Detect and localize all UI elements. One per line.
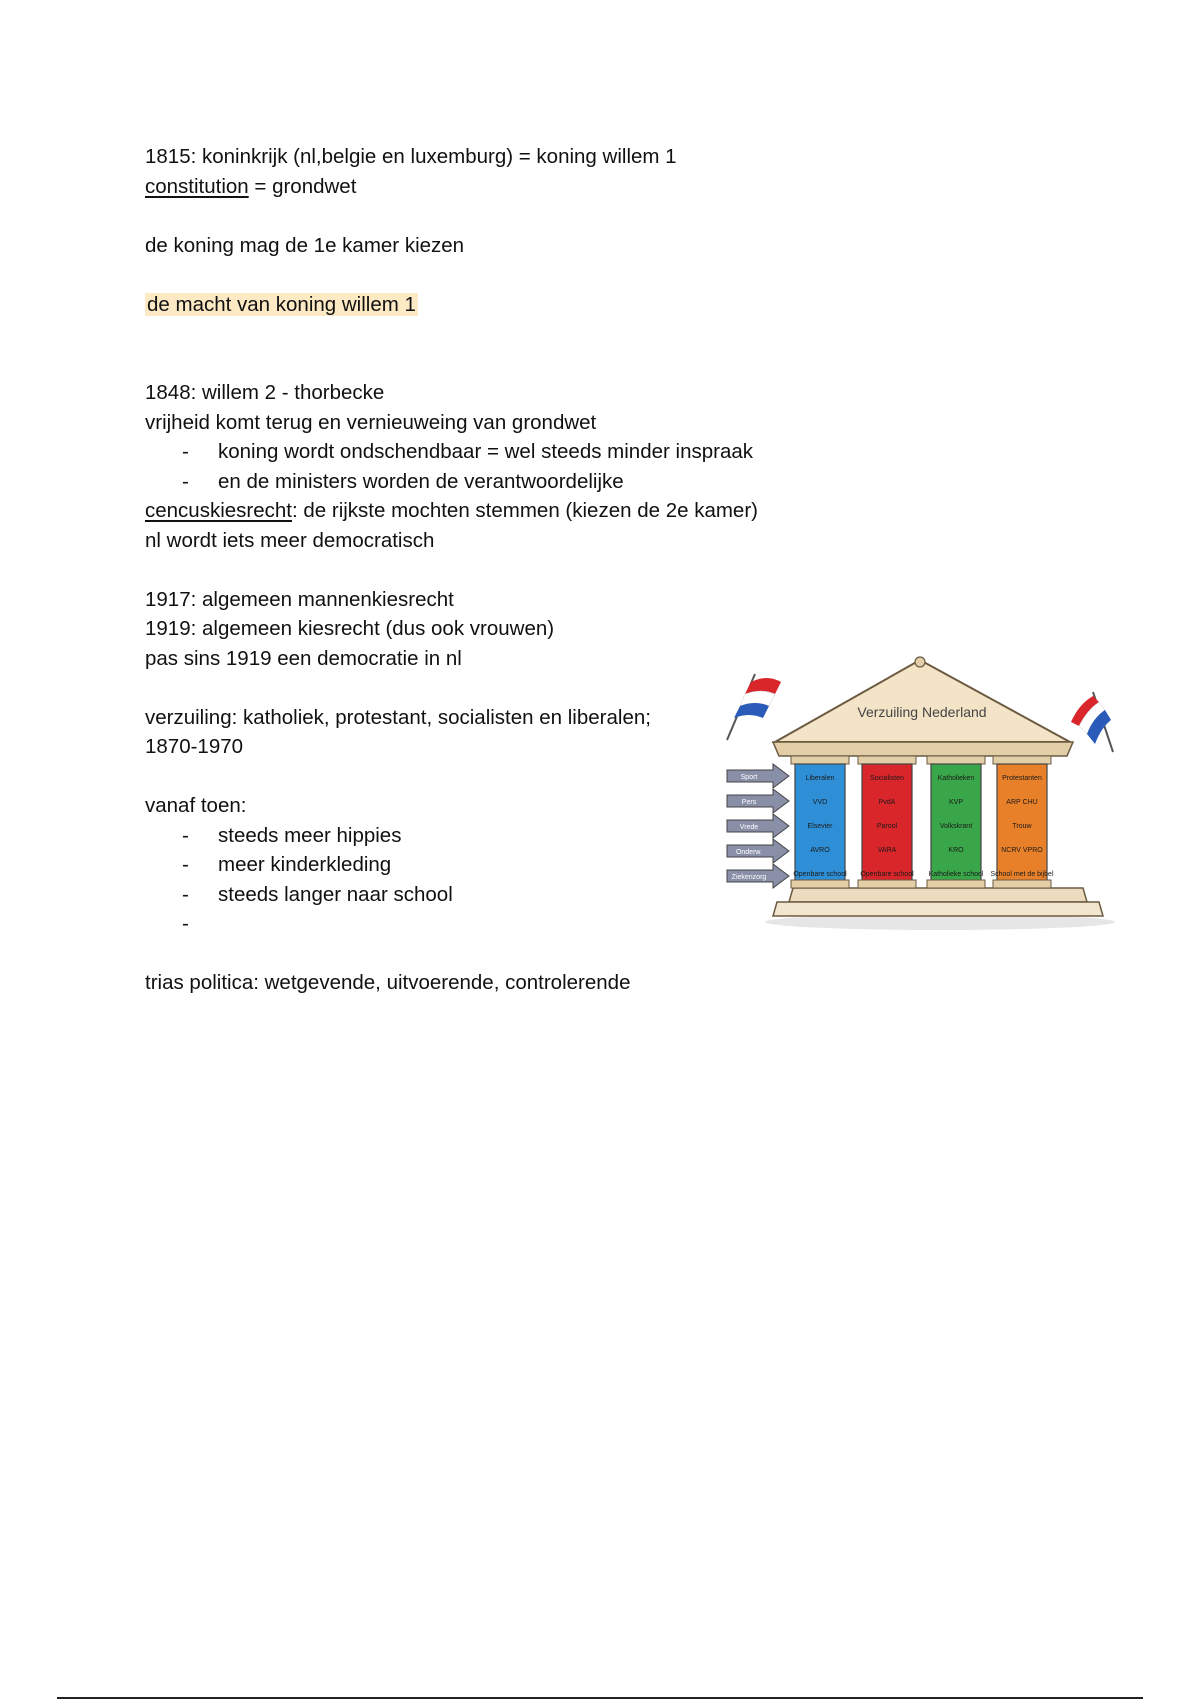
pillar-label: VVD bbox=[812, 799, 828, 806]
pillar-label: Openbare school bbox=[793, 871, 847, 878]
temple-base-step-lower bbox=[773, 902, 1103, 916]
pillar-1 bbox=[791, 756, 849, 888]
pillar-label: PvdA bbox=[878, 799, 896, 806]
line-cencus bbox=[145, 496, 1045, 526]
pillar-4 bbox=[990, 756, 1053, 888]
bullet-toen-1: - steeds meer hippies bbox=[182, 823, 402, 847]
temple-architrave bbox=[773, 742, 1073, 756]
pillar-label: Trouw bbox=[1012, 823, 1032, 830]
pillar-label: Openbare school bbox=[860, 871, 914, 878]
dutch-flag-left-icon bbox=[727, 674, 781, 740]
arrow-label: Vrede bbox=[739, 824, 759, 831]
verzuiling-temple-illustration bbox=[715, 652, 1125, 937]
line-koning-kiest: de koning mag de 1e kamer kiezen bbox=[145, 233, 465, 257]
arrow-3 bbox=[727, 814, 789, 838]
arrow-4 bbox=[727, 839, 789, 863]
term-cencuskiesrecht: cencuskiesrecht bbox=[145, 499, 292, 522]
temple-title: Verzuiling Nederland bbox=[857, 704, 987, 720]
pillar-label: Protestanten bbox=[1002, 775, 1042, 782]
roof-ornament bbox=[915, 657, 925, 667]
line-1848: 1848: willem 2 - thorbecke bbox=[145, 381, 385, 404]
cencus-definition: : de rijkste mochten stemmen (kiezen de 2e kamer) bbox=[291, 499, 758, 522]
bullet-1848-2: - en de ministers worden de verantwoordelijke bbox=[182, 469, 624, 493]
bullet-toen-4: - bbox=[182, 912, 189, 935]
line-vrijheid: vrijheid komt terug en vernieuweing van grondwet bbox=[145, 410, 597, 434]
arrow-1 bbox=[727, 764, 789, 788]
pillar-label: Katholieke school bbox=[928, 871, 984, 878]
line-democratischer: nl wordt iets meer democratisch bbox=[145, 528, 435, 552]
line-verzuiling: verzuiling: katholiek, protestant, socialisten en liberalen; bbox=[145, 705, 651, 729]
pillar-label: Katholieken bbox=[937, 775, 975, 782]
line-vanaf-toen: vanaf toen: bbox=[145, 794, 247, 817]
bullet-toen-3: - steeds langer naar school bbox=[182, 882, 453, 906]
arrow-label: Ziekenzorg bbox=[731, 874, 767, 881]
line-macht bbox=[145, 290, 1045, 320]
pillar-label: KRO bbox=[948, 847, 964, 854]
pillars-group bbox=[791, 756, 1054, 888]
arrow-label: Pers bbox=[741, 799, 757, 806]
page-bottom-rule bbox=[57, 1697, 1143, 1699]
pillar-label: NCRV VPRO bbox=[1001, 847, 1043, 854]
line-1919: 1919: algemeen kiesrecht (dus ook vrouwen) bbox=[145, 617, 555, 640]
line-trias: trias politica: wetgevende, uitvoerende, controlerende bbox=[145, 971, 631, 994]
arrows-group bbox=[727, 764, 789, 888]
constitution-definition: = grondwet bbox=[248, 174, 357, 198]
temple-pediment bbox=[775, 660, 1070, 742]
arrow-label: Sport bbox=[740, 774, 758, 781]
pillar-label: VARA bbox=[877, 847, 897, 854]
bullet-toen-2: - meer kinderkleding bbox=[182, 853, 392, 876]
arrow-5 bbox=[727, 864, 789, 888]
highlighted-heading: de macht van koning willem 1 bbox=[147, 292, 416, 316]
temple-base-step-upper bbox=[789, 888, 1087, 902]
line-verzuiling-period: 1870-1970 bbox=[145, 735, 244, 758]
line-1917: 1917: algemeen mannenkiesrecht bbox=[145, 587, 454, 611]
pillar-label: Elsevier bbox=[807, 823, 833, 830]
pillar-2 bbox=[858, 756, 916, 888]
pillar-label: ARP CHU bbox=[1006, 799, 1038, 806]
pillar-label: Volkskrant bbox=[939, 823, 973, 830]
dutch-flag-right-icon bbox=[1071, 692, 1113, 752]
line-pas-sins: pas sins 1919 een democratie in nl bbox=[145, 646, 462, 670]
pillar-label: Socialisten bbox=[870, 775, 904, 782]
arrow-2 bbox=[727, 789, 789, 813]
pillar-label: KVP bbox=[948, 799, 964, 806]
pillar-3 bbox=[927, 756, 985, 888]
line-constitution bbox=[145, 172, 1045, 202]
bullet-1848-1: - koning wordt ondschendbaar = wel steeds minder inspraak bbox=[182, 440, 754, 463]
pillar-label: Liberalen bbox=[805, 775, 835, 782]
pillar-label: Parool bbox=[876, 823, 898, 830]
term-constitution: constitution bbox=[145, 174, 249, 198]
line-1815: 1815: koninkrijk (nl,belgie en luxemburg) = koning willem 1 bbox=[145, 145, 677, 168]
pillar-label: School met de bijbel bbox=[990, 871, 1054, 878]
pillar-label: AVRO bbox=[810, 847, 830, 854]
arrow-label: Onderw. bbox=[735, 849, 763, 856]
